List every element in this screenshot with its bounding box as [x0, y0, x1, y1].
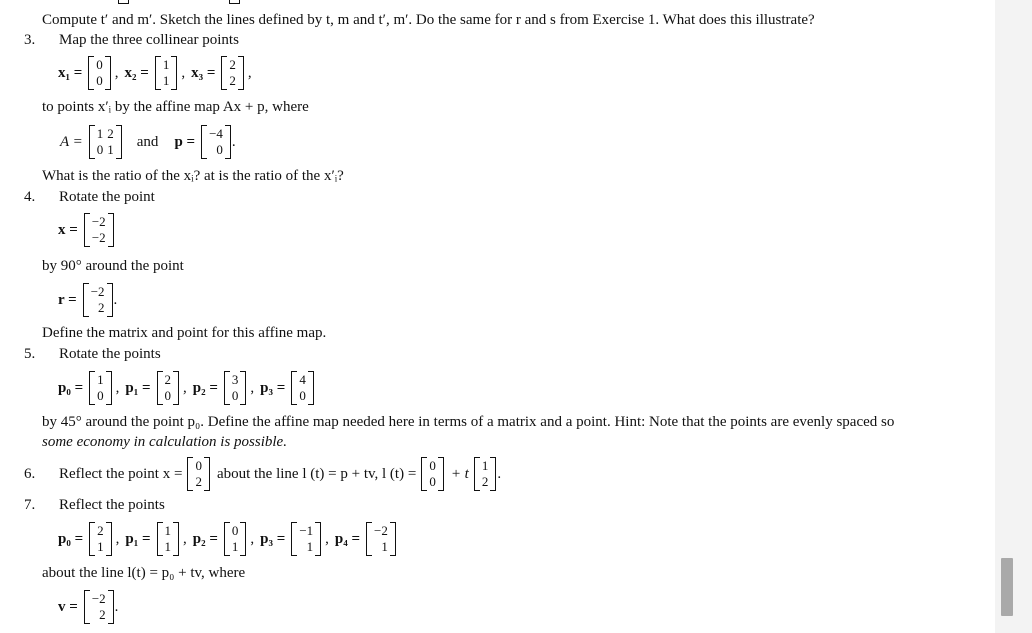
ex4-by-text: by 90° around the point — [42, 258, 184, 274]
ex4-point-x — [58, 210, 115, 250]
v-vector: −2 2 — [84, 590, 114, 624]
ex6-plus-t: + t — [450, 465, 469, 482]
x2-label: x₂ = — [124, 64, 149, 81]
ex7-v: v = −2 2 . — [58, 591, 119, 622]
ex7-line: about the line l(t) = p₀ + tv, where — [42, 565, 246, 581]
r-vector: −2 2 — [83, 283, 113, 317]
p0-vector: 1 0 — [89, 371, 112, 405]
x-label: x = — [58, 221, 78, 238]
ex3-question: What is the ratio of the xᵢ? at is the ratio of the x′ᵢ? — [42, 168, 344, 184]
A-matrix: 1 0 2 1 — [89, 125, 122, 159]
exercise-5-number: 5. — [24, 346, 36, 362]
exercise-4-number: 4. — [24, 189, 36, 205]
exercise-3-title: Map the three collinear points — [59, 32, 239, 48]
exercise-6-text: Reflect the point x = 0 2 about the line l (t) = p + tv, l (t) = 0 0 + t 1 2 . — [59, 458, 502, 489]
p4-label: p₄ = — [334, 530, 361, 547]
ex6-v-vector: 1 2 — [474, 457, 497, 491]
x1-vector: 0 0 — [88, 56, 111, 90]
p3-vector: −1 1 — [291, 522, 321, 556]
ex3-map-text: to points x′ᵢ by the affine map Ax + p, where — [42, 99, 309, 115]
ex5-points: p₀ = 1 0 , p₁ = 2 0 , p₂ = 3 0 , p₃ = 4 0 — [58, 368, 315, 408]
p2-vector: 0 1 — [224, 522, 247, 556]
x-vector: −2 −2 — [84, 213, 114, 247]
p1-vector: 2 0 — [157, 371, 180, 405]
ex6-text-a: Reflect the point x = — [59, 465, 183, 482]
x1-label: x₁ = — [58, 64, 83, 81]
cropped-bracket — [118, 0, 129, 4]
ex3-affine-map: A = 1 0 2 1 and p = −4 0 . — [60, 126, 236, 157]
x2-vector: 1 1 — [155, 56, 178, 90]
top-line: Compute t′ and m′. Sketch the lines defined by t, m and t′, m′. Do the same for r and s from Exercise 1. What does this illustrate? — [42, 12, 815, 28]
ex5-line2: some economy in calculation is possible. — [42, 434, 287, 450]
scrollbar-thumb[interactable] — [1001, 558, 1013, 616]
ex5-line1: by 45° around the point p₀. Define the affine map needed here in terms of a matrix and a point. Hint: Note that the points are evenly spaced so — [42, 414, 895, 430]
cropped-bracket — [229, 0, 240, 4]
exercise-6-number: 6. — [24, 466, 36, 482]
p4-vector: −2 1 — [366, 522, 396, 556]
exercise-7-number: 7. — [24, 497, 36, 513]
exercise-7-title: Reflect the points — [59, 497, 165, 513]
ex3-points: x₁ = 0 0 , x₂ = 1 1 , x₃ = 2 2 , — [58, 57, 252, 88]
x3-vector: 2 2 — [221, 56, 244, 90]
x3-label: x₃ = — [191, 64, 216, 81]
vertical-scrollbar[interactable] — [995, 0, 1032, 633]
p3-vector: 4 0 — [291, 371, 314, 405]
p3-label: p₃ = — [260, 530, 286, 547]
p-label: p = — [174, 133, 196, 150]
ex4-point-r: r = −2 2 . — [58, 284, 118, 315]
A-label: A = — [60, 133, 83, 150]
p-vector: −4 0 — [201, 125, 231, 159]
ex4-define: Define the matrix and point for this affine map. — [42, 325, 327, 341]
exercise-5-title: Rotate the points — [59, 346, 161, 362]
exercise-3-number: 3. — [24, 32, 36, 48]
p1-vector: 1 1 — [157, 522, 180, 556]
p2-label: p₂ = — [192, 530, 218, 547]
ex6-x-vector: 0 2 — [187, 457, 210, 491]
r-label: r = — [58, 291, 77, 308]
p2-vector: 3 0 — [224, 371, 247, 405]
p0-label: p₀ = — [58, 379, 84, 396]
exercise-4-title: Rotate the point — [59, 189, 155, 205]
p3-label: p₃ = — [260, 379, 286, 396]
p2-label: p₂ = — [192, 379, 218, 396]
v-label: v = — [58, 598, 78, 615]
and-word: and — [136, 133, 159, 150]
ex6-p-vector: 0 0 — [421, 457, 444, 491]
ex6-text-b: about the line l (t) = p + tv, l (t) = — [216, 465, 417, 482]
p0-vector: 2 1 — [89, 522, 112, 556]
p0-label: p₀ = — [58, 530, 84, 547]
p1-label: p₁ = — [125, 379, 151, 396]
p1-label: p₁ = — [125, 530, 151, 547]
ex7-points: p₀ = 2 1 , p₁ = 1 1 , p₂ = 0 1 , p₃ = −1 1 , p₄ = −2 1 — [58, 519, 397, 559]
